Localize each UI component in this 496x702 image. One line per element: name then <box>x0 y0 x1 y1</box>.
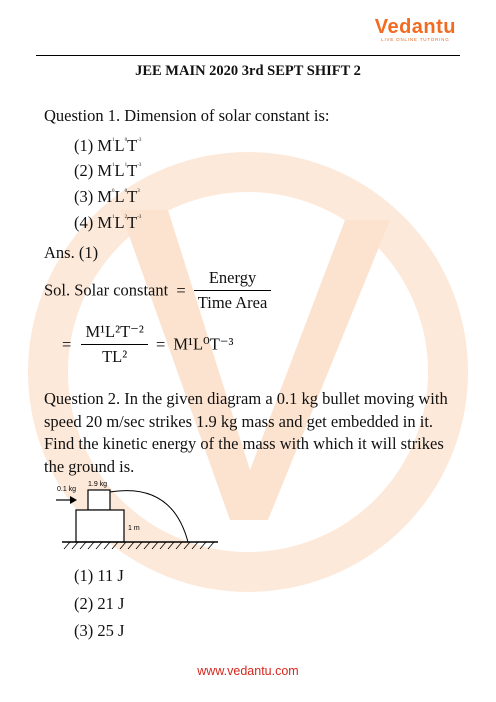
block-mass-label: 1.9 kg <box>88 481 108 488</box>
logo-wordmark: Vedantu <box>374 16 456 38</box>
q2-option-2: (2) 21 J <box>74 594 125 613</box>
question-2-text: Question 2. In the given diagram a 0.1 kg bullet moving with speed 20 m/sec strikes 1.9 kg mass and get embedded in it. Find the kinetic energy of the mass with which it will strikes the ground is. <box>44 389 448 476</box>
page-title: JEE MAIN 2020 3rd SEPT SHIFT 2 <box>135 63 361 79</box>
diagram-svg <box>52 474 222 554</box>
dimension-denominator: TL² <box>102 347 128 366</box>
logo-tagline: LIVE ONLINE TUTORING <box>381 37 450 42</box>
q1-answer: Ans. (1) <box>44 243 99 262</box>
equals-sign: = <box>176 280 186 300</box>
question-1-text: Question 1. Dimension of solar constant is: <box>44 106 330 125</box>
equals-sign-3: = <box>155 334 166 354</box>
q1-option-4: (4) $M^1L^2T^{-3}$ <box>74 213 142 232</box>
bullet-mass-label: 0.1 kg <box>57 486 77 493</box>
height-label: 1 m <box>128 525 140 532</box>
fraction-numerator: Energy <box>194 268 272 291</box>
q2-option-1: (1) 11 J <box>74 566 124 585</box>
solar-constant-fraction <box>194 268 272 313</box>
small-block <box>88 490 110 510</box>
dimension-result: M¹L⁰T⁻³ <box>173 334 234 354</box>
fraction-denominator: Time Area <box>197 293 268 312</box>
dimension-fraction <box>81 322 147 367</box>
vedantu-logo <box>375 16 456 42</box>
large-block <box>76 510 124 542</box>
arrow-head <box>70 496 77 504</box>
q1-option-3: (3) $M^0L^0T^3$ <box>74 187 140 206</box>
footer-website-link[interactable]: www.vedantu.com <box>197 664 299 678</box>
q1-solution-line-1 <box>44 268 271 313</box>
q1-option-2: (2) $M^1L^1T^{-3}$ <box>74 161 142 180</box>
bullet-block-diagram <box>52 474 222 559</box>
q1-option-1: (1) $M^1L^0T^{-3}$ <box>74 136 142 155</box>
equals-sign-2: = <box>62 334 72 354</box>
solution-lead: Sol. Solar constant <box>44 280 169 300</box>
q1-solution-line-2 <box>62 322 233 367</box>
dimension-numerator: M¹L²T⁻² <box>81 322 147 345</box>
header-divider <box>36 55 460 56</box>
q2-option-3: (3) 25 J <box>74 621 125 640</box>
ground-hatch <box>64 542 214 549</box>
